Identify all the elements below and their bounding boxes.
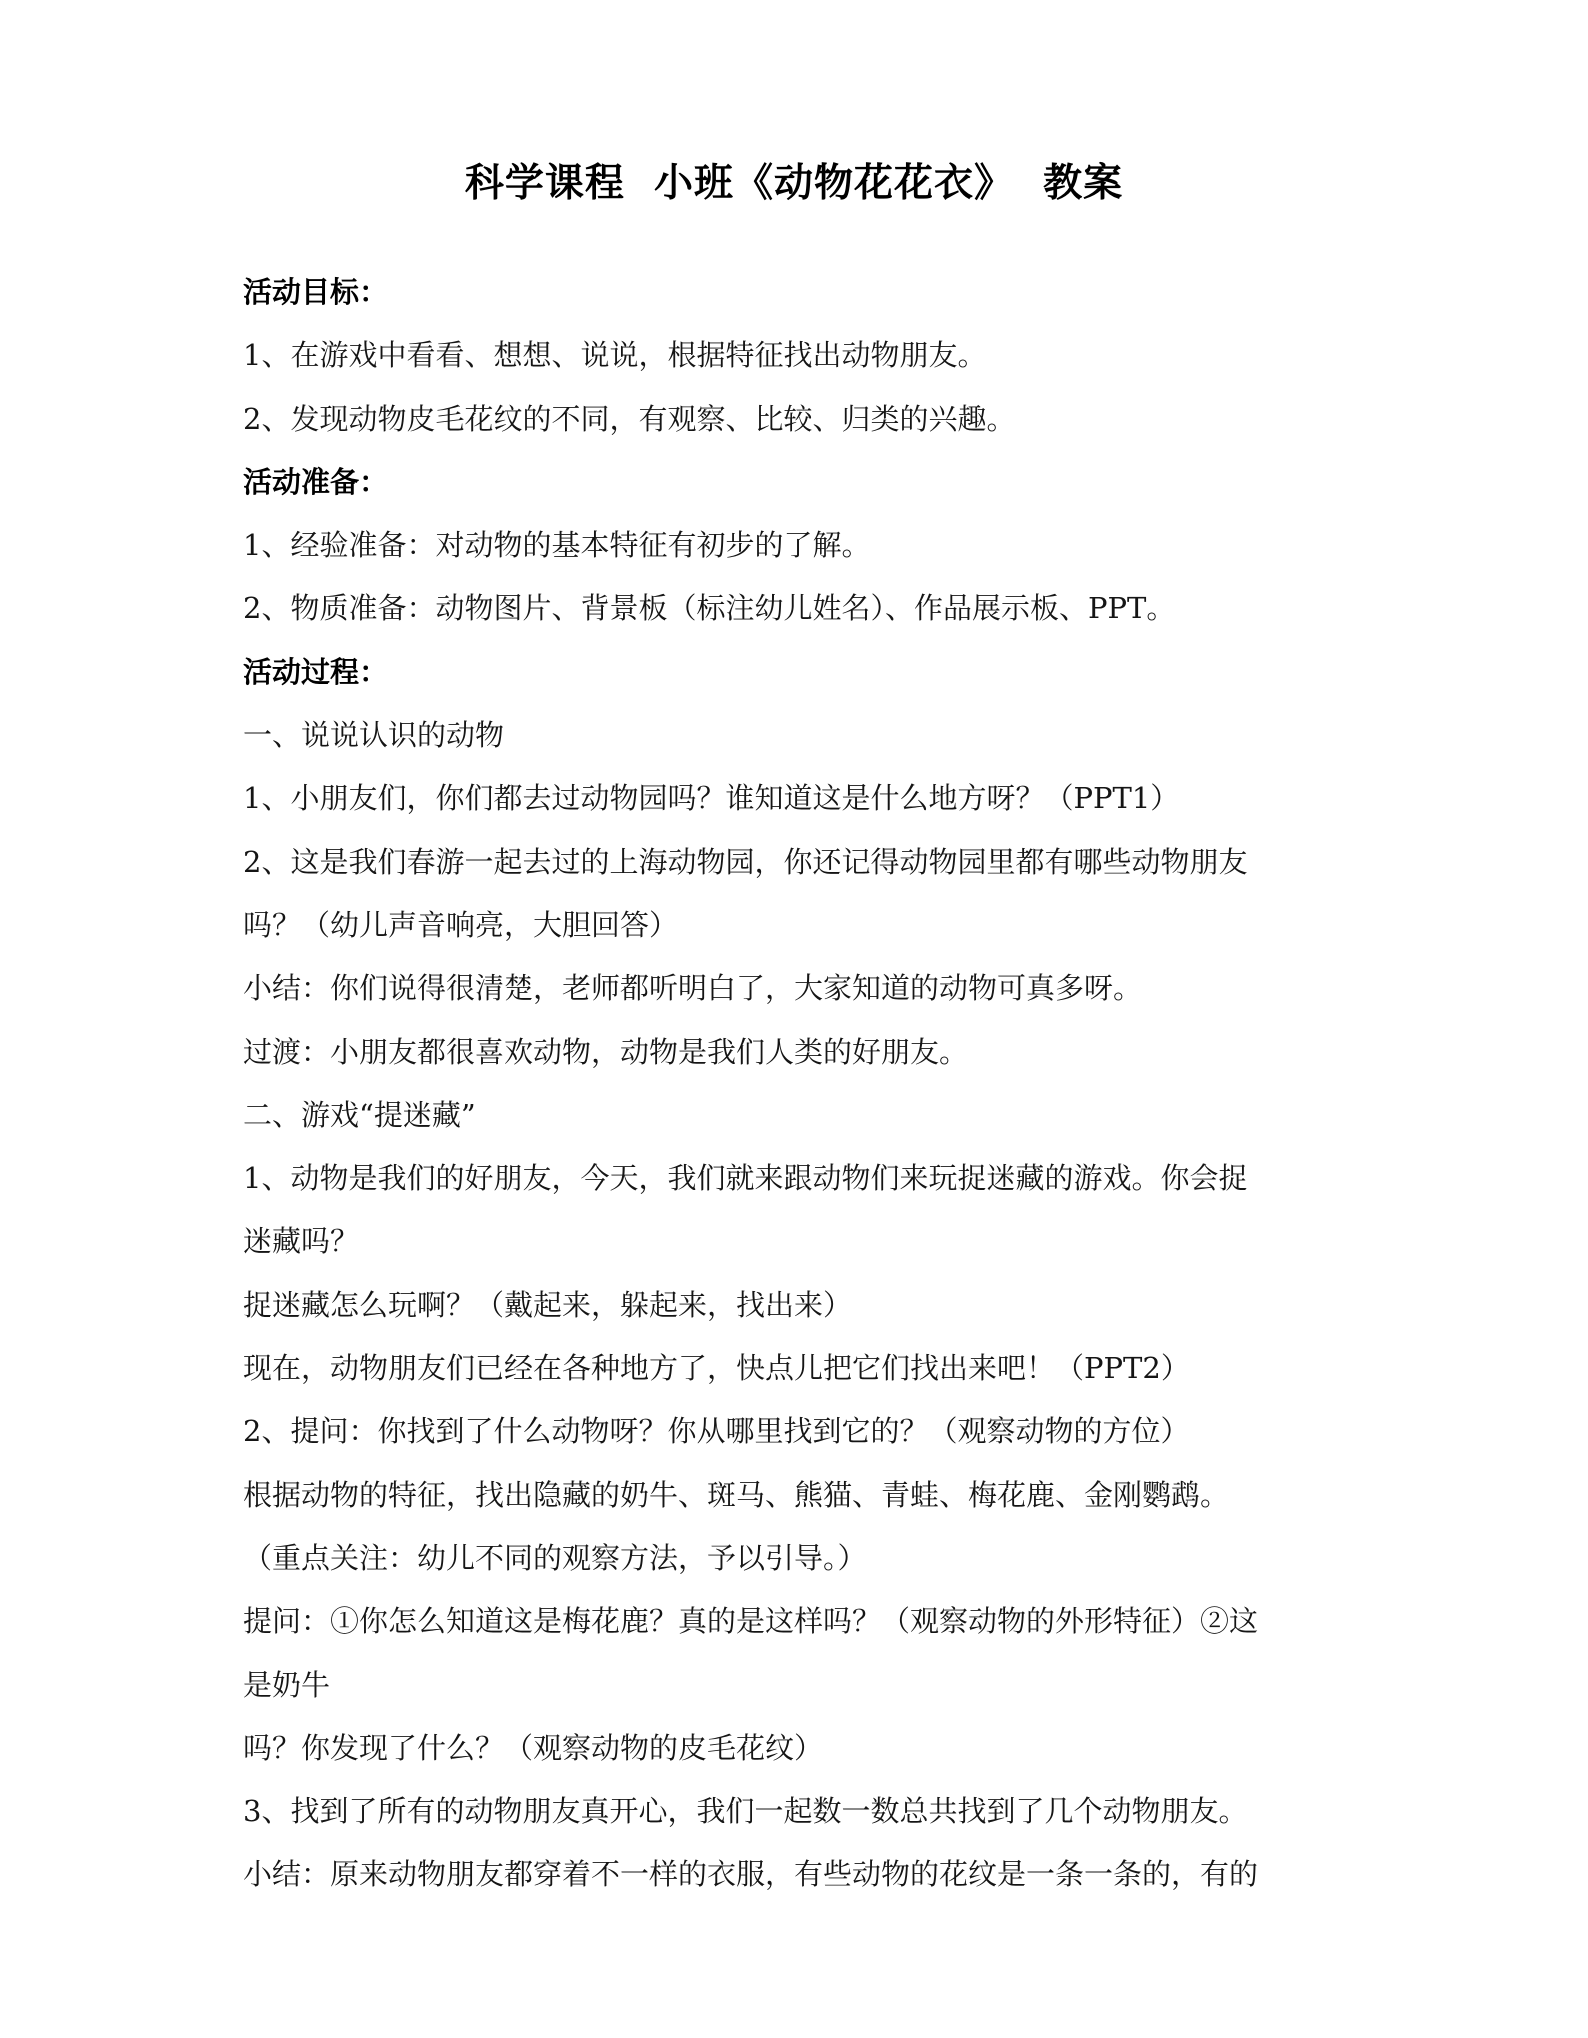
paragraph-line: 根据动物的特征，找出隐藏的奶牛、斑马、熊猫、青蛙、梅花鹿、金刚鹦鹉。: [243, 1477, 1230, 1512]
paragraph-line: 3、找到了所有的动物朋友真开心，我们一起数一数总共找到了几个动物朋友。: [243, 1794, 1248, 1829]
paragraph-line: 1、在游戏中看看、想想、说说，根据特征找出动物朋友。: [243, 338, 987, 373]
paragraph-line: 1、经验准备：对动物的基本特征有初步的了解。: [243, 528, 871, 563]
section-heading-goals: 活动目标：: [243, 275, 389, 309]
paragraph-line: 迷藏吗？: [243, 1224, 360, 1259]
summary-line: 小结：你们说得很清楚，老师都听明白了，大家知道的动物可真多呀。: [243, 971, 1143, 1006]
paragraph-line: （重点关注：幼儿不同的观察方法，予以引导。）: [243, 1540, 867, 1575]
document-body: [243, 270, 1363, 1916]
paragraph-line: 2、物质准备：动物图片、背景板（标注幼儿姓名）、作品展示板、PPT。: [243, 591, 1176, 626]
section-heading-process: 活动过程：: [243, 654, 389, 689]
paragraph-line: 1、动物是我们的好朋友，今天，我们就来跟动物们来玩捉迷藏的游戏。你会捉: [243, 1161, 1248, 1196]
subsection-heading: 二、游戏“提迷藏”: [243, 1097, 476, 1132]
paragraph-line: 是奶牛: [243, 1667, 331, 1702]
paragraph-line: 吗？你发现了什么？（观察动物的皮毛花纹）: [243, 1730, 824, 1765]
summary-line: 小结：原来动物朋友都穿着不一样的衣服，有些动物的花纹是一条一条的，有的: [243, 1857, 1259, 1892]
paragraph-line: 2、发现动物皮毛花纹的不同，有观察、比较、归类的兴趣。: [243, 401, 1016, 436]
transition-line: 过渡：小朋友都很喜欢动物，动物是我们人类的好朋友。: [243, 1034, 969, 1069]
paragraph-line: 2、这是我们春游一起去过的上海动物园，你还记得动物园里都有哪些动物朋友: [243, 844, 1248, 879]
subsection-heading: 一、说说认识的动物: [243, 718, 505, 753]
paragraph-line: 现在，动物朋友们已经在各种地方了，快点儿把它们找出来吧！（PPT2）: [243, 1351, 1190, 1386]
paragraph-line: 捉迷藏怎么玩啊？（戴起来，躲起来，找出来）: [243, 1287, 853, 1322]
document-title: 科学课程 小班《动物花花衣》 教案: [464, 161, 1124, 206]
paragraph-line: 2、提问：你找到了什么动物呀？你从哪里找到它的？（观察动物的方位）: [243, 1414, 1190, 1449]
paragraph-line: 吗？（幼儿声音响亮，大胆回答）: [243, 907, 679, 942]
paragraph-line: 1、小朋友们，你们都去过动物园吗？谁知道这是什么地方呀？（PPT1）: [243, 781, 1180, 816]
section-heading-preparation: 活动准备：: [243, 464, 389, 499]
paragraph-line: 提问：①你怎么知道这是梅花鹿？真的是这样吗？（观察动物的外形特征）②这: [243, 1604, 1259, 1639]
